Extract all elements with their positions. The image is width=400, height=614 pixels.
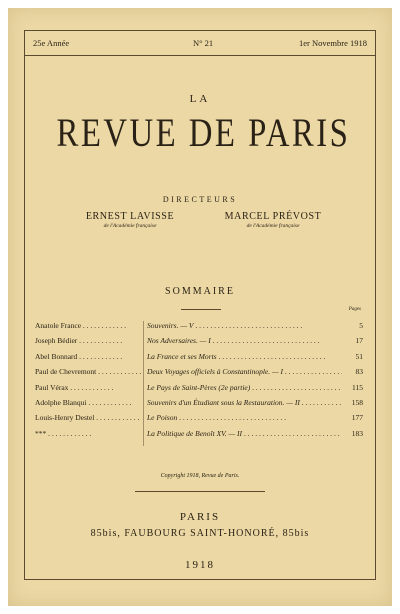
toc-entry [35, 352, 363, 367]
masthead-title: REVUE DE PARIS [56, 110, 351, 155]
toc-title: Souvenirs. — V . . . [147, 321, 302, 330]
contents-divider [181, 309, 221, 310]
toc-entry [35, 367, 363, 382]
toc-author: Paul Vérax . . . [35, 383, 143, 392]
toc-title: Souvenirs d'un Étudiant sous la Restauration. — II . . . [147, 398, 342, 407]
toc-entry [35, 321, 363, 336]
toc-entry [35, 429, 363, 444]
cover-frame [24, 30, 376, 580]
toc-author: Abel Bonnard . . . [35, 352, 143, 361]
toc-author: Louis-Henry Destel . . . [35, 413, 143, 422]
toc-page: 115 [352, 382, 363, 392]
toc-entry [35, 413, 363, 428]
toc-author: Anatole France . . . [35, 321, 143, 330]
toc-page: 83 [355, 367, 363, 377]
directors-heading: DIRECTEURS [162, 195, 238, 204]
publication-year: 1918 [185, 559, 215, 571]
toc-page: 183 [351, 428, 363, 438]
toc-author: Adolphe Blanqui . . . [35, 398, 143, 407]
toc-title: La France et ses Morts . . . [147, 352, 325, 361]
table-of-contents [35, 321, 363, 444]
director-name: ERNEST LAVISSE [85, 211, 175, 222]
toc-author: Paul de Chevremont . . . [35, 367, 143, 376]
contents-heading: SOMMAIRE [165, 286, 235, 297]
year-label: 25e Année [33, 38, 70, 48]
director-affiliation: de l'Académie française [103, 223, 157, 229]
issue-header-bar [25, 31, 375, 56]
director-prevost [203, 211, 343, 229]
toc-entry [35, 398, 363, 413]
toc-page: 177 [351, 413, 363, 423]
director-affiliation: de l'Académie française [246, 223, 300, 229]
publisher-address: 85bis, FAUBOURG SAINT-HONORÉ, 85bis [90, 528, 310, 539]
footer-divider [135, 491, 265, 492]
toc-page: 17 [355, 336, 363, 346]
toc-author: Joseph Bédier . . . [35, 336, 143, 345]
toc-title: Nos Adversaires. — I . . . [147, 336, 320, 345]
toc-page: 158 [351, 397, 363, 407]
issue-date: 1er Novembre 1918 [299, 38, 367, 48]
pages-column-header: Pages [348, 307, 361, 312]
copyright-notice: Copyright 1918, Revue de Paris. [160, 473, 240, 479]
magazine-cover [8, 8, 392, 606]
director-lavisse [60, 211, 200, 229]
toc-title: Deux Voyages officiels à Constantinople. — I . . . [147, 367, 342, 376]
publisher-city: PARIS [179, 511, 221, 523]
toc-title: La Politique de Benoît XV. — II . . . [147, 429, 342, 438]
director-name: MARCEL PRÉVOST [224, 211, 322, 222]
toc-page: 51 [355, 351, 363, 361]
toc-entry [35, 383, 363, 398]
toc-page: 5 [359, 321, 363, 330]
issue-number: N° 21 [193, 38, 214, 48]
toc-title: Le Poison . . . [147, 413, 286, 422]
masthead-article: LA [189, 93, 211, 105]
toc-entry [35, 336, 363, 351]
toc-author: *** . . . [35, 429, 143, 438]
toc-title: Le Pays de Saint-Pères (2e partie) . . . [147, 383, 342, 392]
